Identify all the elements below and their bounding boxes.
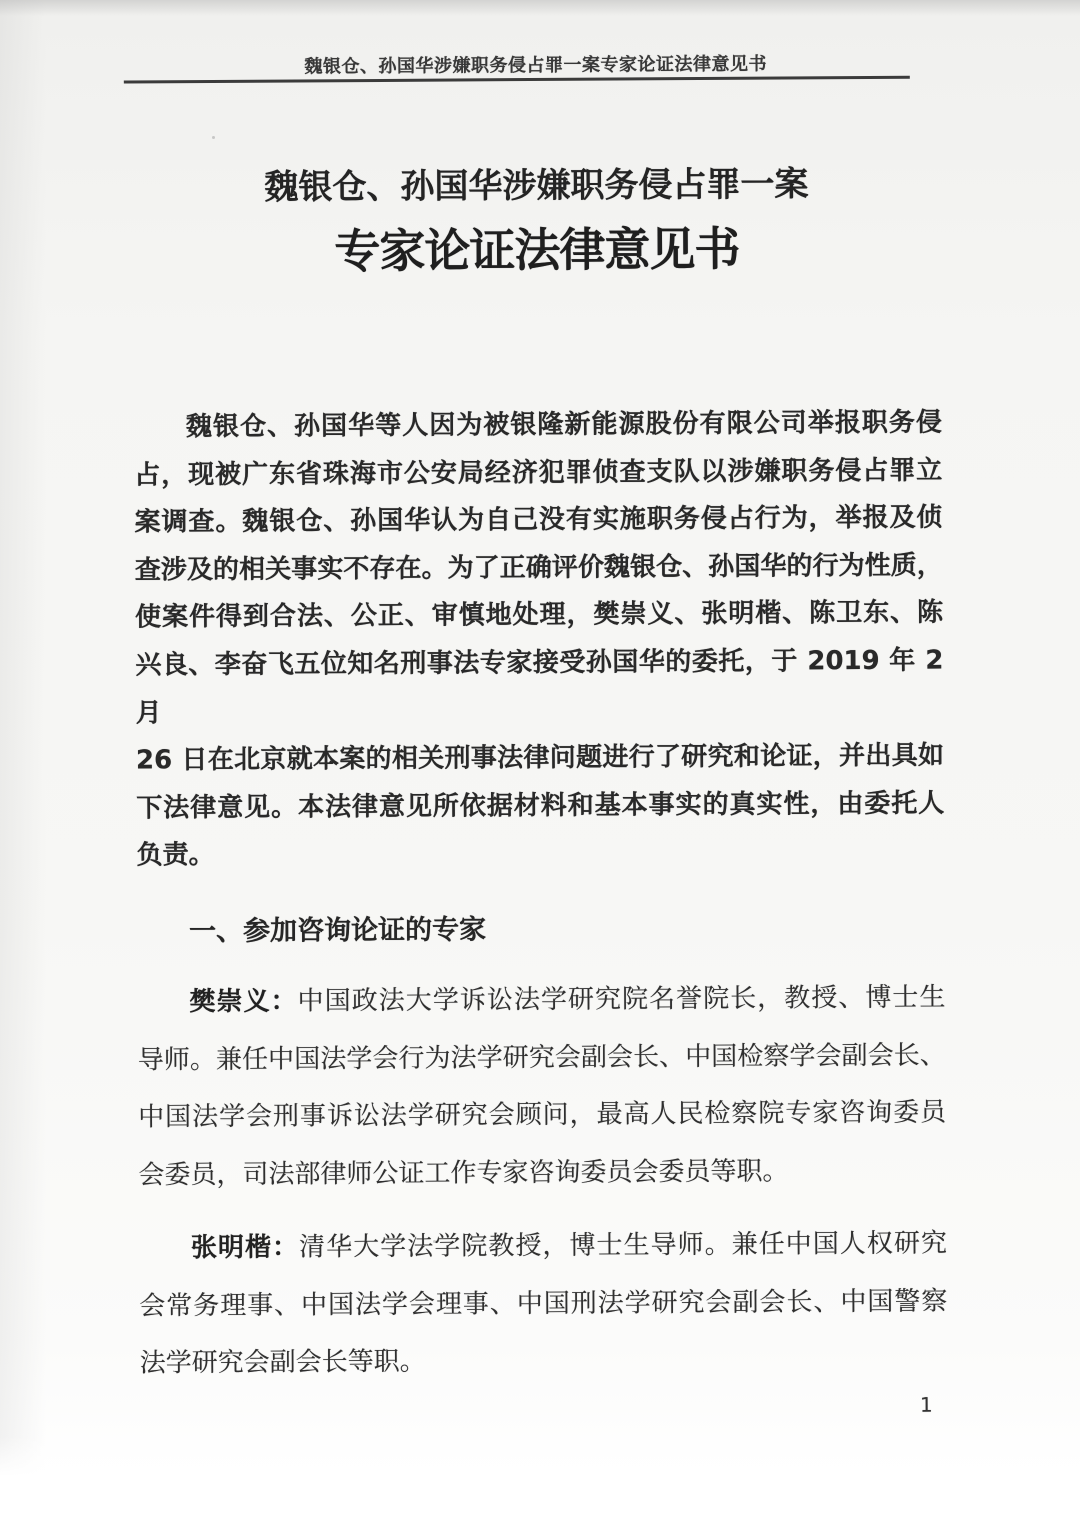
expert-name: 张明楷： <box>190 1232 300 1264</box>
text-line: 使案件得到合法、公正、审慎地处理，樊崇义、张明楷、陈卫东、陈 <box>135 597 944 633</box>
text-line: 占，现被广东省珠海市公安局经济犯罪侦查支队以涉嫌职务侵占罪立 <box>134 455 943 491</box>
scan-bottom-fade <box>0 1436 1080 1526</box>
expert-name: 樊崇义： <box>189 986 298 1018</box>
document-title-main: 专家论证法律意见书 <box>334 221 740 279</box>
text-line: 会委员，司法部律师公证工作专家咨询委员会委员等职。 <box>138 1155 789 1190</box>
expert-paragraph <box>137 970 946 1205</box>
section-heading: 一、参加咨询论证的专家 <box>188 914 487 948</box>
text-line: 樊崇义：中国政法大学诉讼法学研究院名誉院长，教授、博士生 <box>189 982 946 1018</box>
text-line: 案调查。魏银仓、孙国华认为自己没有实施职务侵占行为，举报及侦 <box>134 502 943 538</box>
running-header: 魏银仓、孙国华涉嫌职务侵占罪一案专家论证法律意见书 <box>304 53 768 78</box>
text-line: 魏银仓、孙国华等人因为被银隆新能源股份有限公司举报职务侵 <box>185 407 943 443</box>
text-line: 负责。 <box>136 840 215 871</box>
text-line: 导师。兼任中国法学会行为法学研究会副会长、中国检察学会副会长、 <box>137 1040 946 1075</box>
expert-paragraph <box>139 1216 948 1393</box>
page-number: 1 <box>919 1392 933 1417</box>
text-line: 兴良、李奋飞五位知名刑事法专家接受孙国华的委托，于 2019 年 2 月 <box>135 645 944 729</box>
text-line: 下法律意见。本法律意见所依据材料和基本事实的真实性，由委托人 <box>136 788 945 824</box>
intro-paragraph <box>134 400 945 881</box>
text-line: 会常务理事、中国法学会理事、中国刑法学研究会副会长、中国警察 <box>139 1286 948 1321</box>
text-line: 法学研究会副会长等职。 <box>139 1346 426 1379</box>
text-line: 查涉及的相关事实不存在。为了正确评价魏银仓、孙国华的行为性质， <box>134 550 943 586</box>
text-line: 26 日在北京就本案的相关刑事法律问题进行了研究和论证，并出具如 <box>135 740 945 776</box>
document-title-case: 魏银仓、孙国华涉嫌职务侵占罪一案 <box>264 164 809 208</box>
experts-list <box>137 970 948 1393</box>
text-line: 中国法学会刑事诉讼法学研究会顾问，最高人民检察院专家咨询委员 <box>138 1097 947 1133</box>
text-line: 张明楷：清华大学法学院教授，博士生导师。兼任中国人权研究 <box>190 1228 948 1264</box>
